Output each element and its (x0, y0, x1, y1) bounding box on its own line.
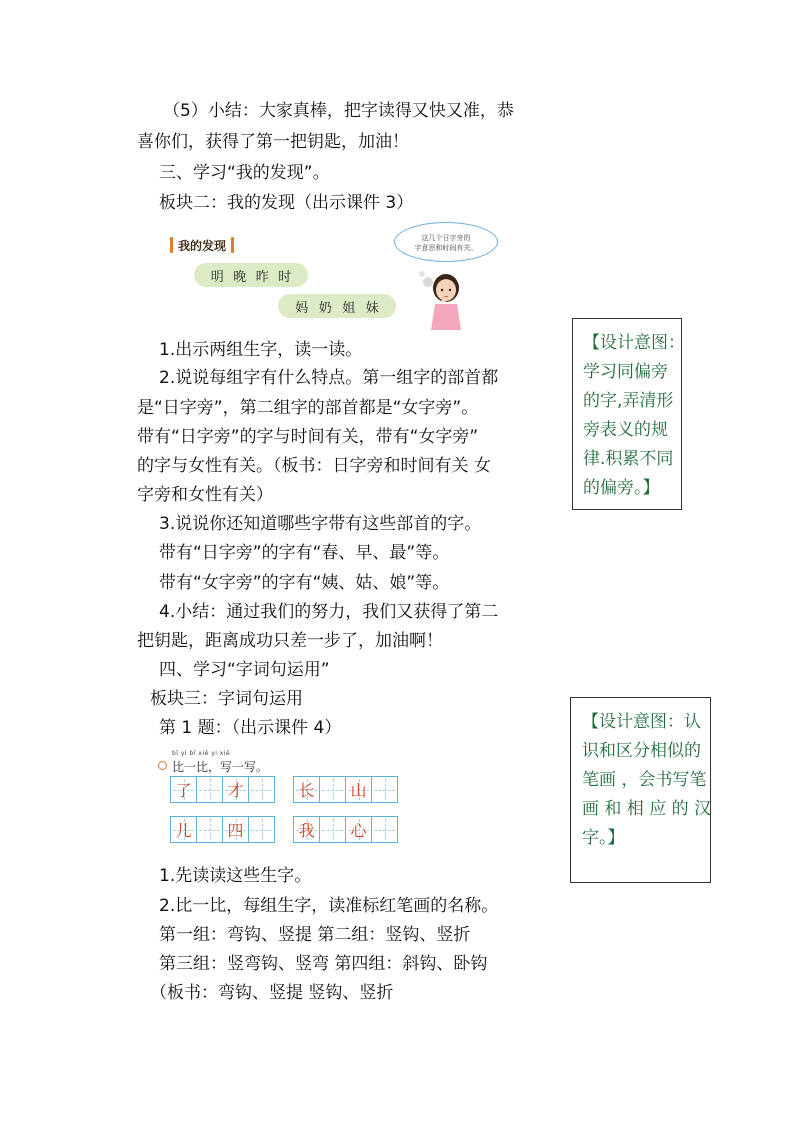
char: 明 (210, 269, 224, 285)
note-line: 的字,弄清形 (583, 391, 674, 411)
char: 妹 (365, 300, 379, 316)
prompt-text: 比一比，写一写。 (172, 760, 269, 774)
grid-cell (371, 776, 398, 803)
text-line: 喜你们，获得了第一把钥匙，加油！ (137, 132, 409, 152)
grid-cell: 才 (222, 776, 249, 803)
grid-cell: 四 (222, 816, 249, 843)
char-row-sun-radical (194, 263, 308, 287)
text-line: 字旁和女性有关） (137, 485, 273, 505)
slide-my-discovery (166, 222, 506, 332)
text-line: 把钥匙，距离成功只差一步了，加油啊！ (137, 631, 443, 651)
char: 昨 (255, 269, 269, 285)
text-line: 第一组：弯钩、竖提 第二组：竖钩、竖折 (159, 925, 471, 945)
grid-cell (371, 816, 398, 843)
grid-cell: 心 (345, 816, 372, 843)
text-line: 带有“日字旁”的字与时间有关，带有“女字旁” (137, 427, 479, 447)
text-line: 4.小结：通过我们的努力，我们又获得了第二 (159, 602, 499, 622)
grid-cell: 了 (170, 776, 197, 803)
grid-cell (196, 776, 223, 803)
grid-cell: 山 (345, 776, 372, 803)
grid-cell: 长 (293, 776, 320, 803)
slide-title-tag (170, 236, 234, 254)
char: 妈 (295, 300, 309, 316)
slide-compare-write (156, 744, 416, 850)
text-line: 1.先读读这些生字。 (159, 866, 312, 886)
grid-cell: 我 (293, 816, 320, 843)
text-line: 带有“女字旁”的字有“姨、姑、娘”等。 (159, 573, 450, 593)
grid-cell (248, 816, 275, 843)
bubble-text: 字意思和时间有关。 (414, 244, 478, 252)
grid-cell (196, 816, 223, 843)
char: 姐 (342, 300, 356, 316)
text-line: 板块三：字词句运用 (150, 689, 303, 709)
text-line: 带有“日字旁”的字有“春、早、最”等。 (159, 543, 450, 563)
note-line: 学习同偏旁 (583, 362, 668, 382)
text-line: 3.说说你还知道哪些字带有这些部首的字。 (159, 514, 482, 534)
grid-cell: 儿 (170, 816, 197, 843)
note-line: 笔画 ，会书写笔 (582, 770, 707, 790)
girl-illustration (414, 260, 474, 332)
note-line: 律.积累不同 (583, 449, 674, 469)
note-line: 【设计意图： (583, 333, 685, 353)
text-line: 1.出示两组生字，读一读。 (159, 340, 363, 360)
text-line: 第 1 题：（出示课件 4） (159, 718, 342, 738)
section-heading: 四、学习“字词句运用” (159, 660, 330, 680)
note-line: 识和区分相似的 (582, 741, 701, 761)
bubble-text: 这几个日字旁的 (421, 234, 471, 242)
writing-grid (171, 816, 275, 843)
thought-bubble (394, 222, 498, 262)
text-line: 2.比一比，每组生字，读准标红笔画的名称。 (159, 896, 499, 916)
bullet-icon (158, 761, 167, 770)
text-line: 2.说说每组字有什么特点。第一组字的部首都 (159, 368, 499, 388)
text-line: 第三组：竖弯钩、竖弯 第四组：斜钩、卧钩 (159, 954, 488, 974)
grid-cell (319, 816, 346, 843)
text-line: （5）小结：大家真棒，把字读得又快又准，恭 (163, 101, 514, 121)
note-line: 画 和 相 应 的 汉 (582, 799, 712, 819)
section-heading: 三、学习“我的发现”。 (159, 163, 330, 183)
text-line: 的字与女性有关。（板书：日字旁和时间有关 女 (137, 456, 491, 476)
text-line: （板书：弯钩、竖提 竖钩、竖折 (150, 983, 394, 1003)
note-line: 【设计意图：认 (582, 712, 701, 732)
pinyin: bǐ yì bǐ xiě yi xiě (172, 750, 231, 757)
char: 晚 (233, 269, 247, 285)
design-intent-note (572, 318, 685, 510)
slide-title: 我的发现 (178, 238, 227, 253)
char-row-female-radical (278, 294, 396, 318)
grid-cell (319, 776, 346, 803)
note-line: 字。】 (582, 828, 625, 848)
text-line: 板块二：我的发现（出示课件 3） (159, 193, 414, 213)
writing-grid (294, 776, 398, 803)
writing-grid (294, 816, 398, 843)
char: 奶 (318, 300, 332, 316)
note-line: 旁表义的规 (583, 420, 668, 440)
grid-cell (248, 776, 275, 803)
writing-grid (171, 776, 275, 803)
char: 时 (278, 269, 292, 285)
note-line: 的偏旁。】 (583, 478, 660, 498)
text-line: 是“日字旁”，第二组字的部首都是“女字旁”。 (137, 398, 479, 418)
design-intent-note (570, 697, 711, 883)
